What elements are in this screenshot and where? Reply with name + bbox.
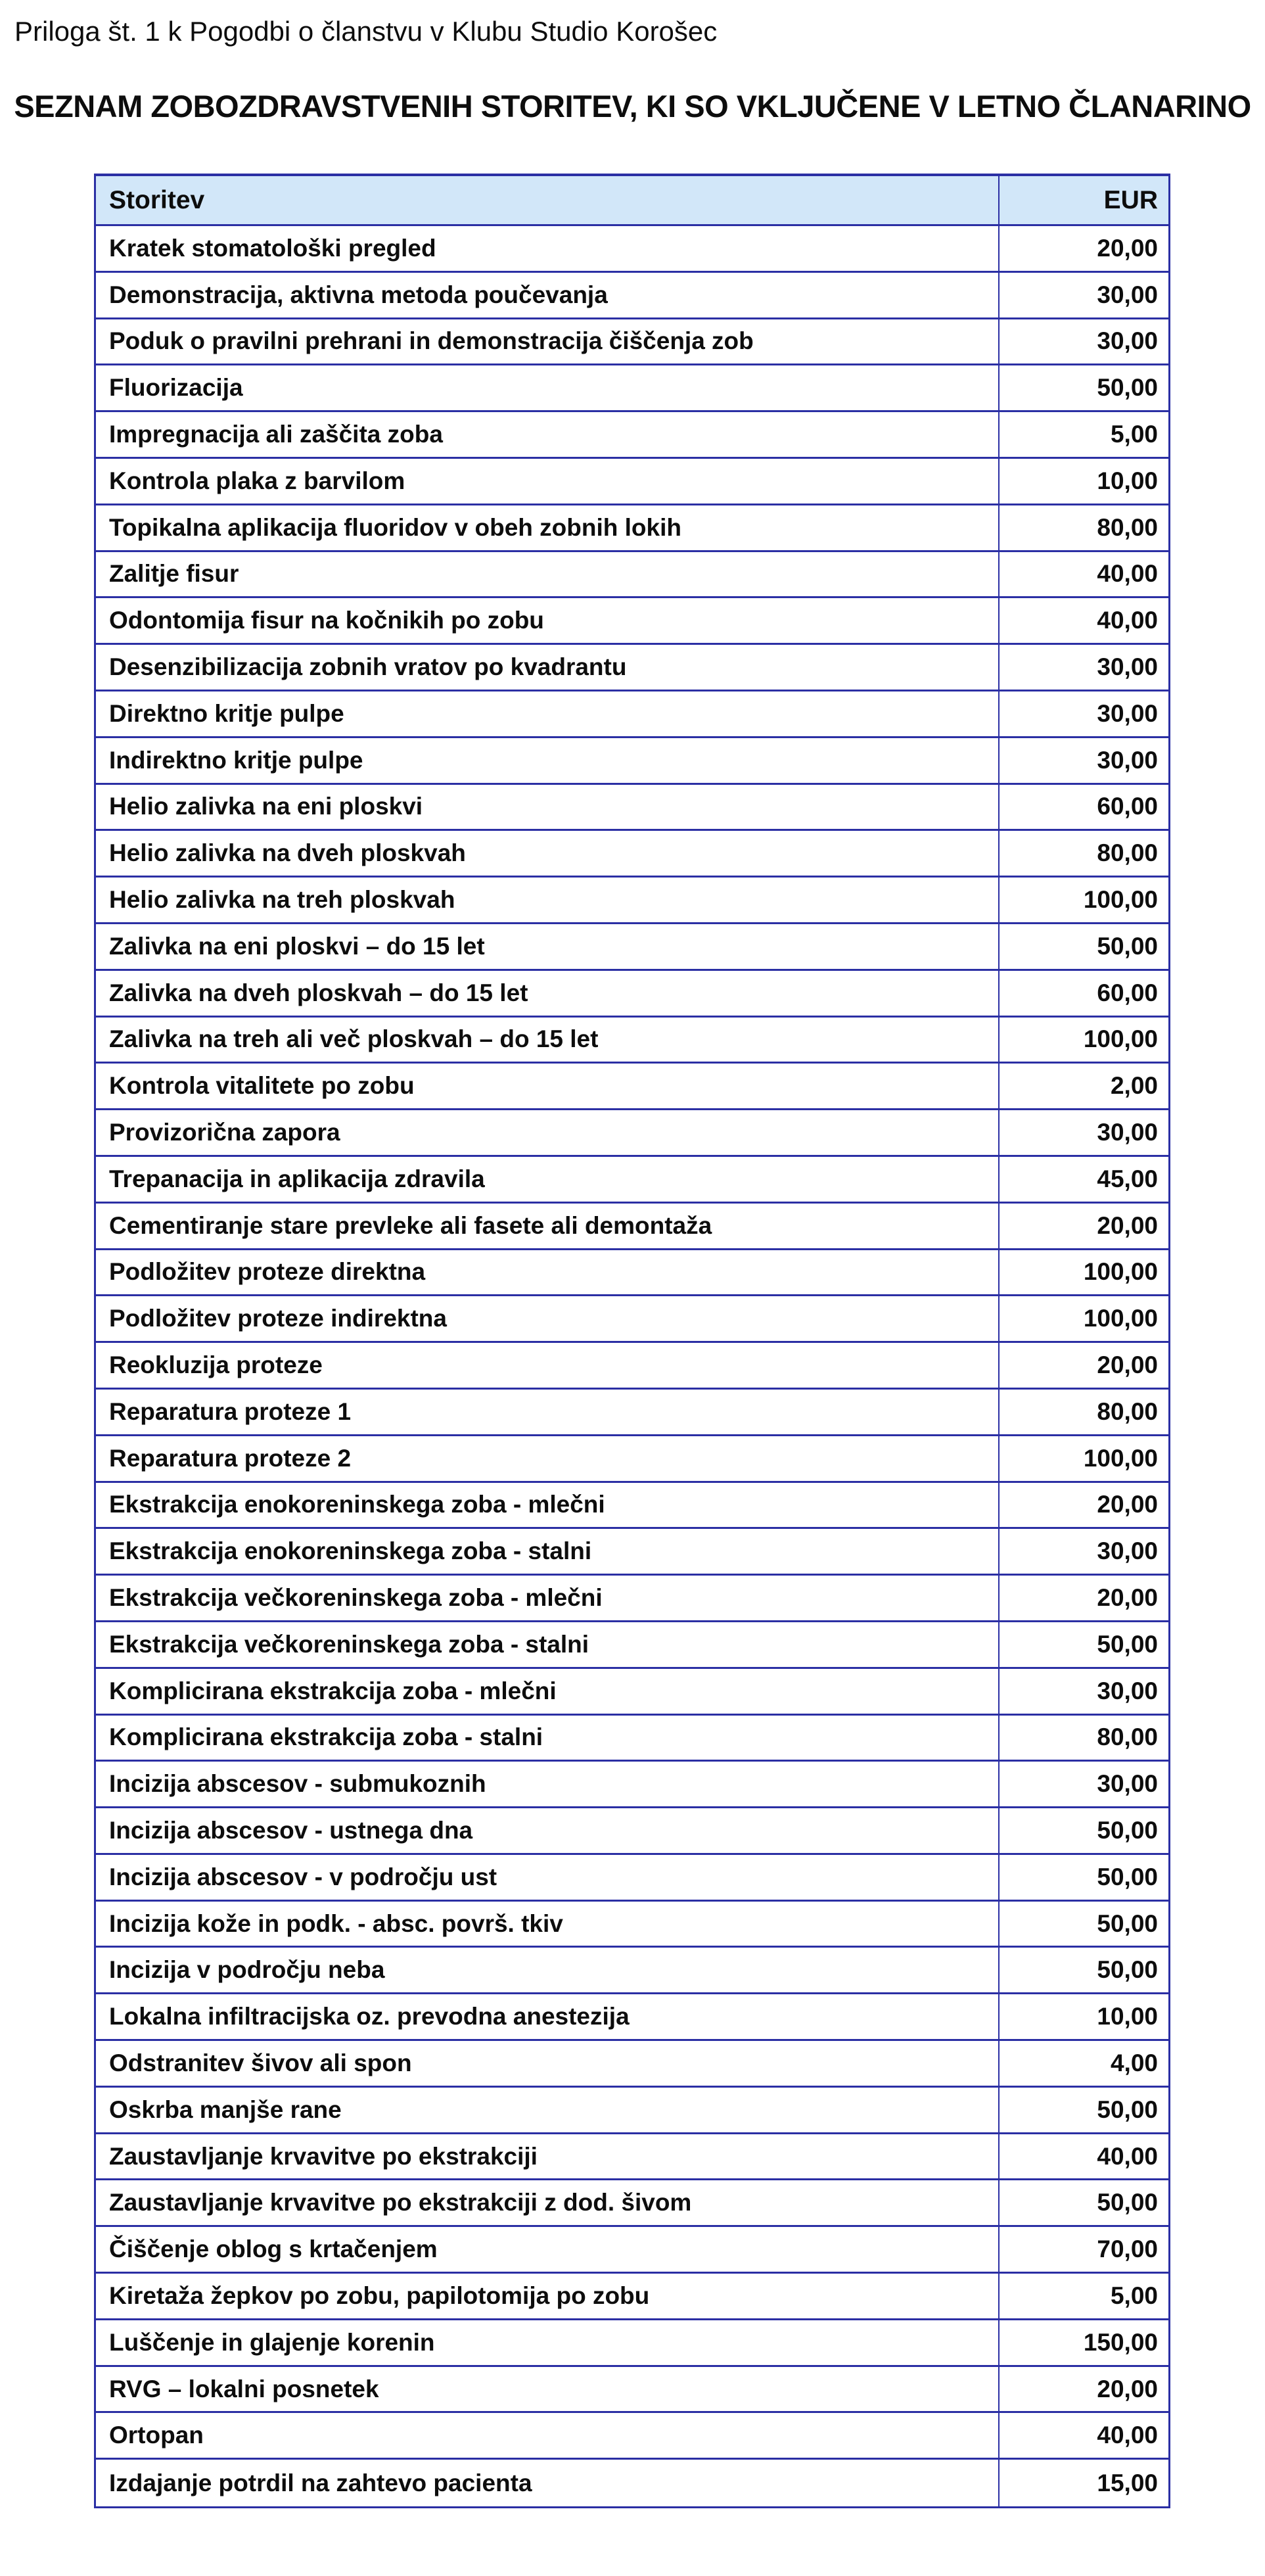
service-price: 50,00 [998,1622,1168,1667]
table-row [96,552,1168,599]
table-row [96,1576,1168,1622]
service-name: Kiretaža žepkov po zobu, papilotomija po zobu [109,2282,650,2309]
service-price: 30,00 [998,1110,1168,1155]
service-name: Luščenje in glajenje korenin [109,2328,435,2356]
service-price: 2,00 [998,1064,1168,1108]
service-name: Zalivka na eni ploskvi – do 15 let [109,932,485,960]
service-price: 100,00 [998,878,1168,922]
service-price: 100,00 [998,1250,1168,1295]
table-row [96,2227,1168,2274]
service-name: Podložitev proteze direktna [109,1258,426,1286]
table-row [96,1808,1168,1855]
service-name: Cementiranje stare prevleke ali fasete ali demontaža [109,1211,712,1239]
service-name: Zalitje fisur [109,560,239,588]
service-name: Odontomija fisur na kočnikih po zobu [109,607,544,634]
service-price: 20,00 [998,2367,1168,2412]
service-name: Ekstrakcija večkoreninskega zoba - mlečni [109,1584,603,1611]
table-row [96,1622,1168,1669]
service-price: 50,00 [998,2088,1168,2132]
table-row [96,2041,1168,2088]
service-name: Ekstrakcija enokoreninskega zoba - stalni [109,1537,592,1565]
service-name: Reparatura proteze 1 [109,1397,352,1425]
table-row [96,2088,1168,2134]
service-price: 10,00 [998,1994,1168,2039]
service-price: 100,00 [998,1018,1168,1062]
service-price: 50,00 [998,2180,1168,2225]
service-name: Kratek stomatološki pregled [109,234,436,262]
service-price: 40,00 [998,552,1168,597]
service-name: Incizija v področju neba [109,1956,385,1984]
table-row [96,1250,1168,1297]
service-price: 20,00 [998,1576,1168,1620]
service-name: Odstranitev šivov ali spon [109,2049,412,2076]
service-price: 5,00 [998,412,1168,457]
table-row [96,598,1168,645]
service-name: Incizija abscesov - submukoznih [109,1770,486,1798]
service-name: RVG – lokalni posnetek [109,2375,379,2402]
table-row [96,1110,1168,1157]
column-header-price: EUR [998,176,1168,224]
table-row [96,785,1168,831]
table-row [96,1018,1168,1064]
service-price: 20,00 [998,1343,1168,1388]
service-price: 40,00 [998,2413,1168,2458]
table-row [96,2413,1168,2460]
service-price: 20,00 [998,226,1168,271]
service-name: Incizija abscesov - v področju ust [109,1863,497,1890]
table-row [96,412,1168,459]
table-row [96,1204,1168,1250]
service-name: Helio zalivka na treh ploskvah [109,886,455,914]
service-price: 100,00 [998,1296,1168,1341]
table-row [96,1157,1168,1204]
service-name: Poduk o pravilni prehrani in demonstracija čiščenja zob [109,327,754,355]
service-name: Trepanacija in aplikacija zdravila [109,1165,485,1192]
service-price: 45,00 [998,1157,1168,1202]
service-name: Impregnacija ali zaščita zoba [109,421,443,448]
service-name: Reparatura proteze 2 [109,1444,352,1472]
table-row [96,878,1168,924]
table-row [96,1390,1168,1436]
table-row [96,2274,1168,2320]
service-price: 30,00 [998,1762,1168,1806]
service-name: Direktno kritje pulpe [109,699,344,727]
table-row [96,505,1168,552]
service-price: 80,00 [998,1716,1168,1760]
service-price: 10,00 [998,459,1168,503]
service-price: 50,00 [998,1855,1168,1900]
service-name: Indirektno kritje pulpe [109,746,363,774]
table-row [96,645,1168,691]
table-row [96,1994,1168,2041]
table-row [96,971,1168,1018]
service-name: Provizorična zapora [109,1119,340,1146]
service-name: Incizija abscesov - ustnega dna [109,1816,473,1844]
service-price: 30,00 [998,691,1168,736]
table-row [96,2134,1168,2181]
table-row [96,1762,1168,1808]
table-row [96,2460,1168,2506]
service-name: Čiščenje oblog s krtačenjem [109,2236,438,2263]
service-price: 30,00 [998,645,1168,690]
service-name: Zalivka na dveh ploskvah – do 15 let [109,979,528,1006]
service-name: Komplicirana ekstrakcija zoba - stalni [109,1723,543,1751]
table-row [96,1902,1168,1948]
service-name: Izdajanje potrdil na zahtevo pacienta [109,2469,532,2496]
service-price: 30,00 [998,1669,1168,1714]
service-name: Helio zalivka na eni ploskvi [109,793,423,820]
service-name: Helio zalivka na dveh ploskvah [109,839,466,867]
table-row [96,226,1168,273]
service-name: Ekstrakcija enokoreninskega zoba - mlečni [109,1491,605,1518]
table-row [96,365,1168,412]
service-price: 15,00 [998,2460,1168,2506]
service-name: Lokalna infiltracijska oz. prevodna anestezija [109,2003,630,2030]
service-price: 50,00 [998,924,1168,969]
service-price: 50,00 [998,365,1168,410]
service-price: 150,00 [998,2320,1168,2365]
service-price: 30,00 [998,273,1168,317]
service-price: 5,00 [998,2274,1168,2318]
table-row [96,1529,1168,1576]
table-row [96,1716,1168,1762]
service-price: 50,00 [998,1808,1168,1853]
table-header-row [96,176,1168,226]
service-name: Podložitev proteze indirektna [109,1305,447,1332]
service-name: Zaustavljanje krvavitve po ekstrakciji z dod. šivom [109,2189,692,2216]
service-name: Kontrola vitalitete po zobu [109,1072,415,1100]
table-row [96,1296,1168,1343]
table-row [96,1855,1168,1902]
service-price: 80,00 [998,831,1168,876]
service-price: 70,00 [998,2227,1168,2272]
table-row [96,1436,1168,1483]
service-name: Kontrola plaka z barvilom [109,467,405,494]
service-name: Ortopan [109,2422,204,2449]
table-row [96,273,1168,319]
service-name: Komplicirana ekstrakcija zoba - mlečni [109,1677,557,1704]
service-name: Incizija kože in podk. - absc. površ. tkiv [109,1909,563,1937]
service-name: Reokluzija proteze [109,1351,323,1379]
table-row [96,1064,1168,1110]
service-price: 20,00 [998,1483,1168,1528]
service-price: 60,00 [998,971,1168,1016]
service-price: 100,00 [998,1436,1168,1481]
service-price: 30,00 [998,1529,1168,1574]
table-row [96,738,1168,785]
page-title: SEZNAM ZOBOZDRAVSTVENIH STORITEV, KI SO VKLJUČENE V LETNO ČLANARINO [14,89,1251,124]
services-price-table [94,174,1170,2508]
table-row [96,2320,1168,2367]
service-price: 80,00 [998,1390,1168,1434]
service-price: 40,00 [998,598,1168,643]
service-price: 4,00 [998,2041,1168,2086]
column-header-service: Storitev [109,185,205,214]
table-row [96,691,1168,738]
table-body [96,226,1168,2506]
service-price: 50,00 [998,1902,1168,1946]
service-name: Topikalna aplikacija fluoridov v obeh zobnih lokih [109,513,681,541]
service-price: 80,00 [998,505,1168,550]
table-row [96,2180,1168,2227]
service-price: 40,00 [998,2134,1168,2179]
service-name: Demonstracija, aktivna metoda poučevanja [109,281,608,308]
service-name: Zaustavljanje krvavitve po ekstrakciji [109,2142,538,2170]
service-name: Ekstrakcija večkoreninskega zoba - stalni [109,1630,589,1658]
table-row [96,831,1168,878]
table-row [96,1343,1168,1390]
table-row [96,924,1168,971]
service-name: Zalivka na treh ali več ploskvah – do 15 let [109,1025,599,1053]
service-price: 20,00 [998,1204,1168,1248]
table-row [96,1948,1168,1994]
service-price: 30,00 [998,738,1168,783]
service-price: 50,00 [998,1948,1168,1992]
table-row [96,2367,1168,2414]
service-name: Fluorizacija [109,374,243,402]
table-row [96,319,1168,366]
table-row [96,1669,1168,1716]
service-price: 30,00 [998,319,1168,364]
service-name: Desenzibilizacija zobnih vratov po kvadrantu [109,653,627,681]
attachment-annotation: Priloga št. 1 k Pogodbi o članstvu v Klubu Studio Korošec [14,16,718,47]
service-name: Oskrba manjše rane [109,2096,342,2123]
table-row [96,1483,1168,1530]
service-price: 60,00 [998,785,1168,830]
table-row [96,459,1168,505]
